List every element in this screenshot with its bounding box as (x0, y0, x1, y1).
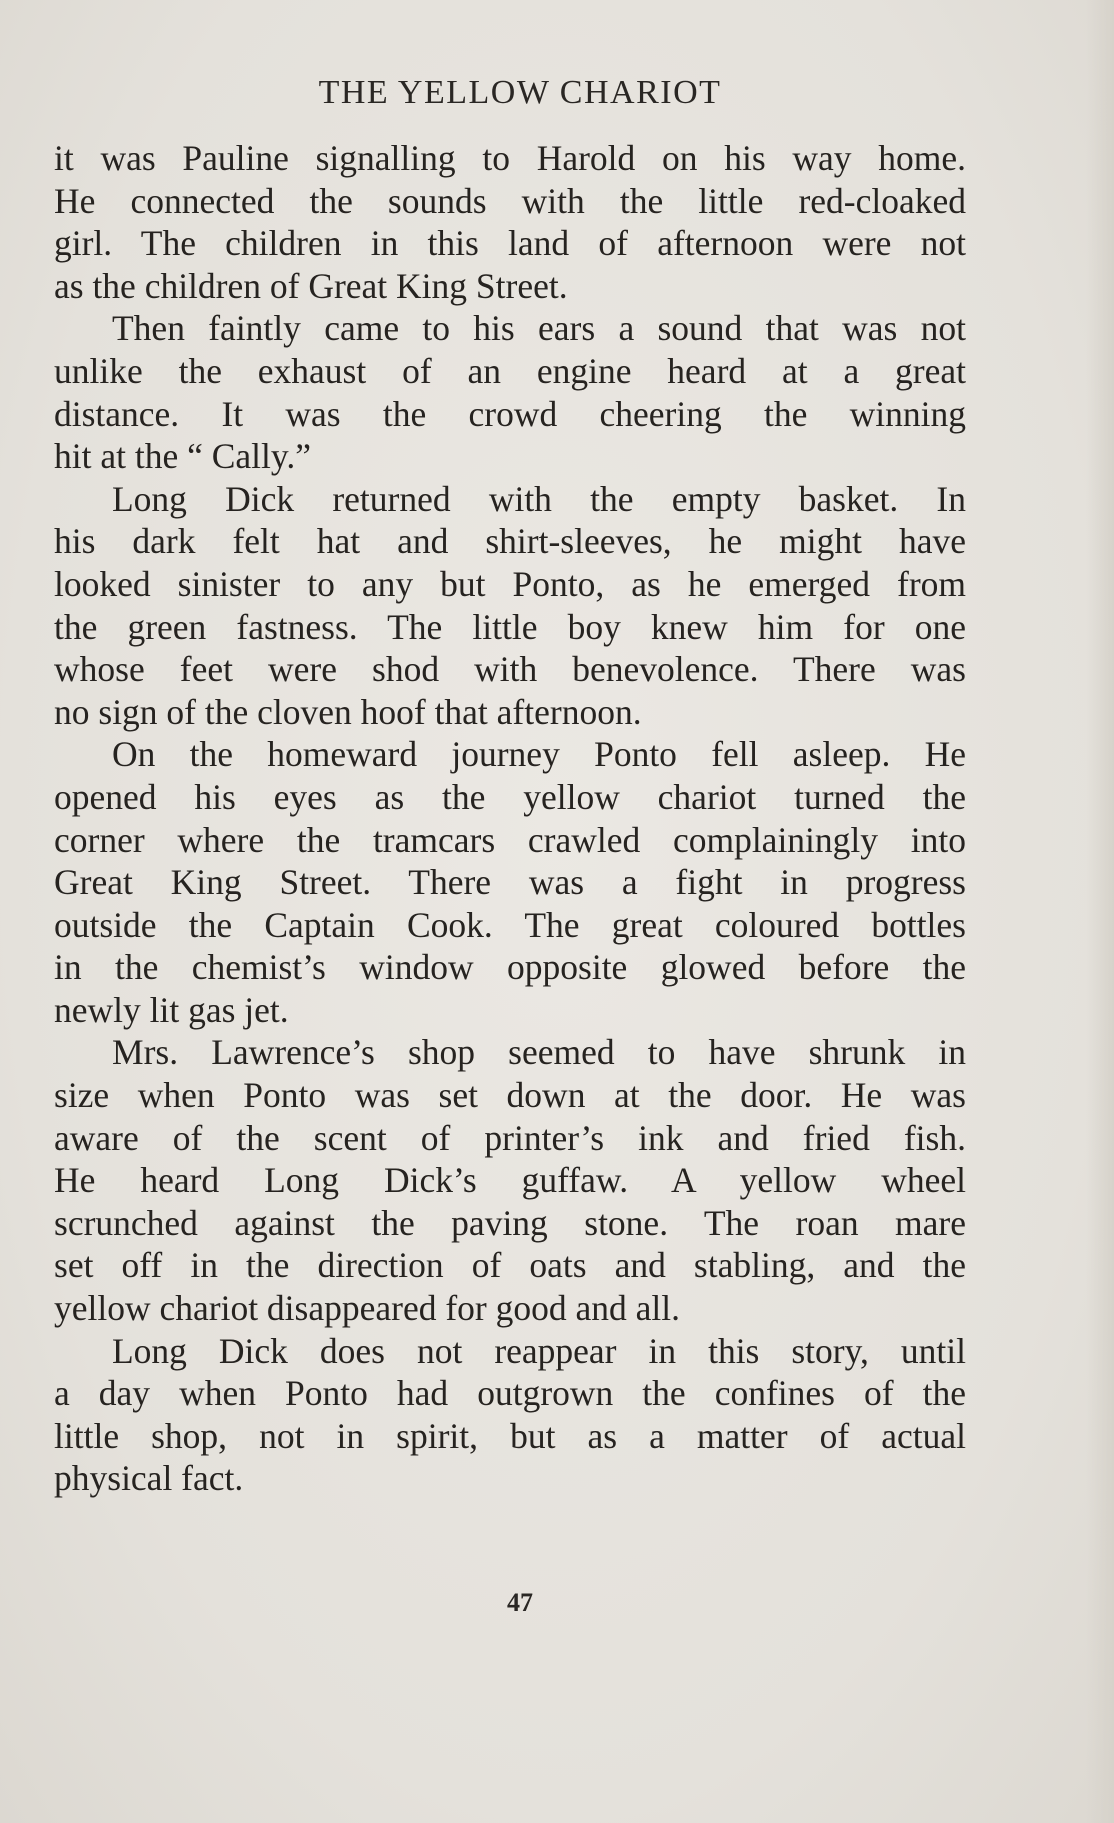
text-line: yellow chariot disappeared for good and all. (54, 1288, 680, 1329)
text-line: opened his eyes as the yellow chariot turned the (54, 776, 966, 817)
text-line: as the children of Great King Street. (54, 265, 568, 306)
paragraph (54, 1031, 966, 1329)
page-number: 47 (507, 1588, 533, 1617)
paragraph (54, 478, 966, 734)
text-line: little shop, not in spirit, but as a matter of actual (54, 1415, 966, 1456)
text-line: On the homeward journey Ponto fell asleep. He (112, 734, 966, 775)
text-line: He connected the sounds with the little red-cloaked (54, 180, 966, 221)
text-line: distance. It was the crowd cheering the winning (54, 393, 966, 434)
text-line: outside the Captain Cook. The great coloured bottles (54, 904, 966, 945)
text-line: it was Pauline signalling to Harold on his way home. (54, 138, 966, 178)
text-line: size when Ponto was set down at the door. He was (54, 1075, 966, 1116)
page-edge (1086, 0, 1114, 1823)
body-text (54, 137, 966, 1500)
text-line: physical fact. (54, 1458, 244, 1499)
text-line: aware of the scent of printer’s ink and fried fish. (54, 1117, 966, 1158)
text-line: corner where the tramcars crawled complainingly into (54, 819, 966, 860)
text-line: in the chemist’s window opposite glowed before the (54, 947, 966, 988)
text-line: set off in the direction of oats and stabling, and the (54, 1245, 966, 1286)
text-line: newly lit gas jet. (54, 989, 289, 1030)
text-line: whose feet were shod with benevolence. There was (54, 649, 966, 690)
running-title: THE YELLOW CHARIOT (318, 74, 722, 111)
text-line: no sign of the cloven hoof that afternoon. (54, 691, 642, 732)
paragraph (54, 733, 966, 1031)
paragraph (54, 307, 966, 477)
text-line: scrunched against the paving stone. The roan mare (54, 1202, 966, 1243)
text-line: girl. The children in this land of afternoon were not (54, 223, 966, 264)
text-line: hit at the “ Cally.” (54, 436, 311, 477)
text-line: unlike the exhaust of an engine heard at a great (54, 350, 966, 391)
text-line: looked sinister to any but Ponto, as he emerged from (54, 563, 966, 604)
text-line: his dark felt hat and shirt-sleeves, he might have (54, 521, 966, 562)
paragraph (54, 1330, 966, 1500)
text-line: He heard Long Dick’s guffaw. A yellow wheel (54, 1160, 966, 1201)
text-line: Long Dick does not reappear in this story, until (112, 1330, 966, 1371)
text-line: Great King Street. There was a fight in progress (54, 862, 966, 903)
text-line: Long Dick returned with the empty basket. In (112, 478, 966, 519)
paragraph (54, 137, 966, 307)
text-line: Then faintly came to his ears a sound that was not (112, 308, 966, 349)
text-line: Mrs. Lawrence’s shop seemed to have shrunk in (112, 1032, 966, 1073)
text-line: the green fastness. The little boy knew him for one (54, 606, 966, 647)
text-line: a day when Ponto had outgrown the confines of the (54, 1373, 966, 1414)
